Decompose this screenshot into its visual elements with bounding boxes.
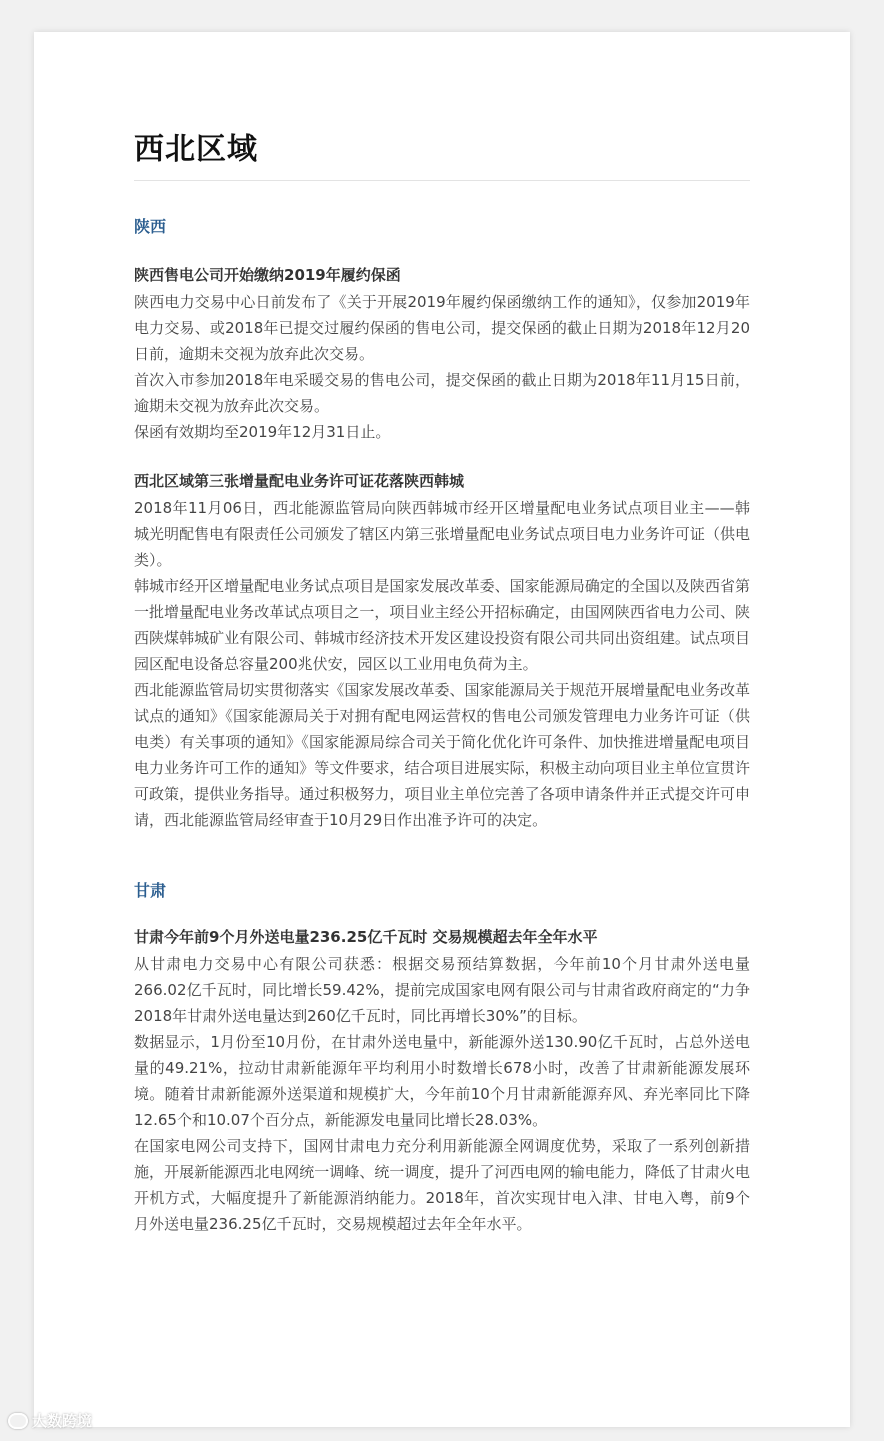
article-paragraph: 保函有效期均至2019年12月31日止。 <box>134 423 391 441</box>
article-paragraph: 2018年11月06日，西北能源监管局向陕西韩城市经开区增量配电业务试点项目业主——韩城光明配售电有限责任公司颁发了辖区内第三张增量配电业务试点项目电力业务许可证（供电类）。 <box>134 499 750 569</box>
article-paragraph: 韩城市经开区增量配电业务试点项目是国家发展改革委、国家能源局确定的全国以及陕西省第一批增量配电业务改革试点项目之一，项目业主经公开招标确定，由国网陕西省电力公司、陕西陕煤韩城矿业有限公司、韩城市经济技术开发区建设投资有限公司共同出资组建。试点项目园区配电设备总容量200兆伏安，园区以工业用电负荷为主。 <box>134 577 750 673</box>
article-title: 陕西售电公司开始缴纳2019年履约保函 <box>134 266 401 284</box>
article-title: 甘肃今年前9个月外送电量236.25亿千瓦时 交易规模超去年全年水平 <box>134 928 598 946</box>
article-paragraph: 从甘肃电力交易中心有限公司获悉：根据交易预结算数据，今年前10个月甘肃外送电量266.02亿千瓦时，同比增长59.42%，提前完成国家电网有限公司与甘肃省政府商定的“力争2018年甘肃外送电量达到260亿千瓦时，同比再增长30%”的目标。 <box>134 955 750 1025</box>
region-heading-shaanxi: 陕西 <box>134 217 167 236</box>
watermark-logo-icon <box>8 1413 28 1429</box>
article-content <box>134 130 750 1237</box>
article-paragraph: 数据显示，1月份至10月份，在甘肃外送电量中，新能源外送130.90亿千瓦时，占总外送电量的49.21%，拉动甘肃新能源年平均利用小时数增长678小时，改善了甘肃新能源发展环境。随着甘肃新能源外送渠道和规模扩大，今年前10个月甘肃新能源弃风、弃光率同比下降12.65个和10.07个百分点，新能源发电量同比增长28.03%。 <box>134 1033 750 1129</box>
article-paragraph: 在国家电网公司支持下，国网甘肃电力充分利用新能源全网调度优势，采取了一系列创新措施，开展新能源西北电网统一调峰、统一调度，提升了河西电网的输电能力，降低了甘肃火电开机方式，大幅度提升了新能源消纳能力。2018年，首次实现甘电入津、甘电入粤，前9个月外送电量236.25亿千瓦时，交易规模超过去年全年水平。 <box>134 1137 750 1233</box>
title-divider <box>134 180 750 181</box>
article-paragraph: 西北能源监管局切实贯彻落实《国家发展改革委、国家能源局关于规范开展增量配电业务改革试点的通知》《国家能源局关于对拥有配电网运营权的售电公司颁发管理电力业务许可证（供电类）有关事项的通知》《国家能源局综合司关于简化优化许可条件、加快推进增量配电项目电力业务许可工作的通知》等文件要求，结合项目进展实际，积极主动向项目业主单位宣贯许可政策，提供业务指导。通过积极努力，项目业主单位完善了各项申请条件并正式提交许可申请，西北能源监管局经审查于10月29日作出准予许可的决定。 <box>134 681 750 829</box>
watermark-text: 大数跨境 <box>32 1412 93 1430</box>
page-title: 西北区域 <box>134 132 258 167</box>
article-paragraph: 陕西电力交易中心日前发布了《关于开展2019年履约保函缴纳工作的通知》，仅参加2019年电力交易、或2018年已提交过履约保函的售电公司，提交保函的截止日期为2018年12月20日前，逾期未交视为放弃此次交易。 <box>134 293 750 363</box>
article-title: 西北区域第三张增量配电业务许可证花落陕西韩城 <box>134 472 465 490</box>
region-heading-gansu: 甘肃 <box>134 881 167 900</box>
article-paragraph: 首次入市参加2018年电采暖交易的售电公司，提交保函的截止日期为2018年11月15日前，逾期未交视为放弃此次交易。 <box>134 371 750 415</box>
article-card <box>34 32 850 1427</box>
watermark <box>8 1410 92 1431</box>
